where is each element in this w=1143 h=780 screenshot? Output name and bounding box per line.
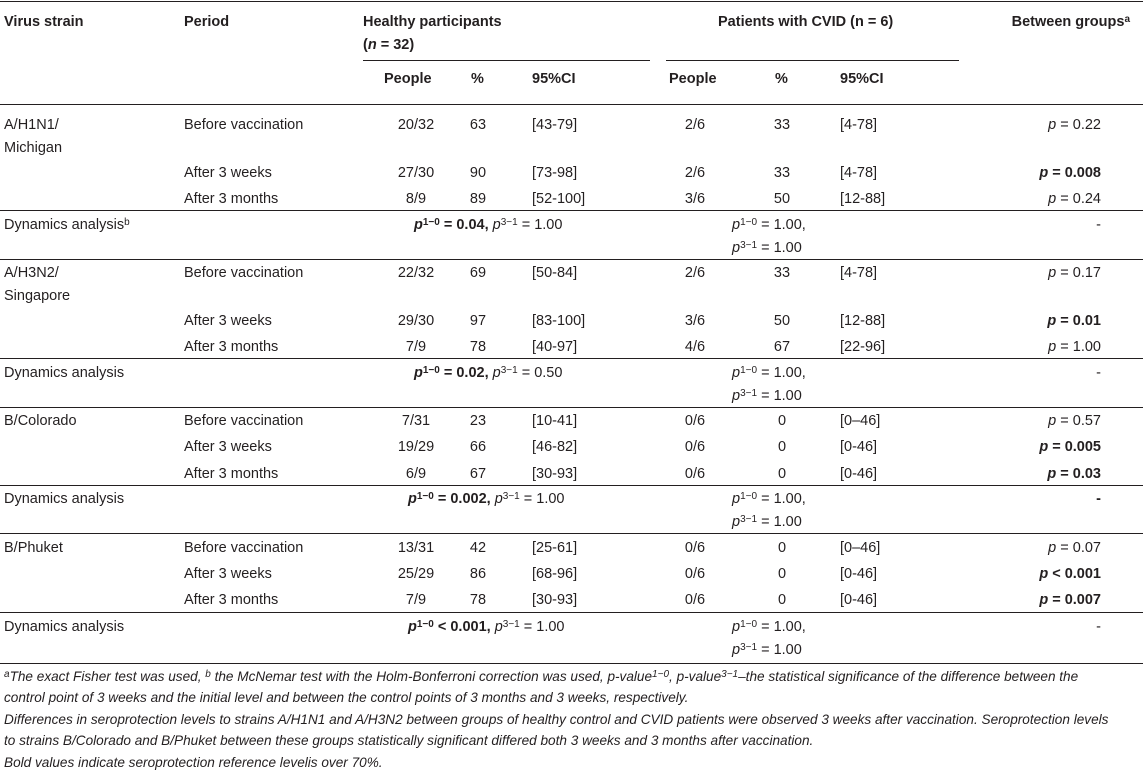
between-p-cell: p = 0.03 (1047, 466, 1101, 482)
header-cvid-pct: % (775, 71, 788, 87)
cvid-people-cell: 3/6 (684, 191, 706, 207)
header-bottom-rule (0, 104, 1143, 105)
header-cvid-ci: 95%CI (840, 71, 884, 87)
healthy-pct-cell: 97 (469, 313, 487, 329)
cvid-ci-cell: [4-78] (840, 165, 878, 181)
cvid-people-cell: 0/6 (684, 439, 706, 455)
header-healthy-people: People (384, 71, 432, 87)
healthy-ci-cell: [68-96] (532, 566, 578, 582)
row-rule (0, 533, 1143, 534)
healthy-ci-cell: [10-41] (532, 413, 578, 429)
row-rule (0, 485, 1143, 486)
healthy-ci-cell: [30-93] (532, 592, 578, 608)
between-p-cell: p = 0.008 (1039, 165, 1101, 181)
period-cell: After 3 months (184, 339, 279, 355)
cvid-people-cell: 2/6 (684, 117, 706, 133)
cvid-ci-cell: [0–46] (840, 540, 881, 556)
header-virus-strain: Virus strain (4, 14, 84, 30)
healthy-pct-cell: 66 (469, 439, 487, 455)
cvid-pct-cell: 0 (777, 466, 787, 482)
dynamics-label: Dynamics analysis (4, 491, 125, 507)
between-p-cell: p = 0.005 (1039, 439, 1101, 455)
cvid-pct-cell: 33 (773, 117, 791, 133)
cvid-pct-cell: 0 (777, 439, 787, 455)
cvid-people-cell: 2/6 (684, 165, 706, 181)
table-top-rule (0, 1, 1143, 2)
healthy-dynamics-cell: $p^{1-0} = 0.02$, $p^{3-1} = 0.50$ (414, 364, 563, 381)
healthy-people-cell: 19/29 (397, 439, 435, 455)
between-p-cell: p = 0.22 (1048, 117, 1101, 133)
healthy-ci-cell: [52-100] (532, 191, 586, 207)
healthy-pct-cell: 78 (469, 592, 487, 608)
footnote-line-1: $^a$The exact Fisher test was used, $^b$ the McNemar test with the Holm-Bonferroni correction was used, p-value$^{1-0}$, p-value$^{3-1}$–the statistical significance of the difference between the (4, 668, 1079, 684)
cvid-pct-cell: 33 (773, 265, 791, 281)
healthy-pct-cell: 86 (469, 566, 487, 582)
cvid-pct-cell: 50 (773, 313, 791, 329)
healthy-people-cell: 22/32 (397, 265, 435, 281)
period-cell: After 3 weeks (184, 313, 272, 329)
healthy-ci-cell: [50-84] (532, 265, 578, 281)
footnote-line-5: Bold values indicate seroprotection reference levelis over 70%. (4, 755, 383, 770)
healthy-pct-cell: 23 (469, 413, 487, 429)
header-healthy-pct: % (471, 71, 484, 87)
header-cvid: Patients with CVID (n = 6) (718, 14, 894, 30)
dynamics-label: Dynamics analysis (4, 619, 125, 635)
cvid-ci-cell: [0-46] (840, 439, 878, 455)
header-period: Period (184, 14, 230, 30)
footnote-line-3: Differences in seroprotection levels to strains A/H1N1 and A/H3N2 between groups of healthy control and CVID patients were observed 3 weeks after vaccination. Seroprotection levels (4, 712, 1109, 727)
header-cvid-people: People (669, 71, 717, 87)
strain-label: B/Phuket (4, 540, 63, 556)
table-bottom-rule (0, 663, 1143, 664)
cvid-ci-cell: [0-46] (840, 466, 878, 482)
period-cell: Before vaccination (184, 265, 304, 281)
period-cell: After 3 weeks (184, 566, 272, 582)
between-dynamics-cell: - (1096, 491, 1101, 507)
healthy-dynamics-cell: $p^{1-0} < 0.001$, $p^{3-1} = 1.00$ (408, 618, 565, 635)
healthy-pct-cell: 78 (469, 339, 487, 355)
cvid-pct-cell: 33 (773, 165, 791, 181)
cvid-dynamics-cell: $p^{1-0} = 1.00$, (732, 618, 806, 635)
cvid-pct-cell: 0 (777, 592, 787, 608)
cvid-ci-cell: [12-88] (840, 313, 886, 329)
healthy-people-cell: 6/9 (405, 466, 427, 482)
healthy-pct-cell: 67 (469, 466, 487, 482)
between-p-cell: p = 0.17 (1048, 265, 1101, 281)
cvid-pct-cell: 67 (773, 339, 791, 355)
cvid-people-cell: 3/6 (684, 313, 706, 329)
between-p-cell: p = 0.007 (1039, 592, 1101, 608)
header-healthy: Healthy participants (363, 14, 502, 30)
dynamics-label: Dynamics analysis$^b$ (4, 216, 130, 233)
between-p-cell: p = 0.57 (1048, 413, 1101, 429)
cvid-people-cell: 4/6 (684, 339, 706, 355)
cvid-ci-cell: [0-46] (840, 566, 878, 582)
footnote-line-2: control point of 3 weeks and the initial level and between the control points of 3 months and 3 weeks, respectively. (4, 690, 689, 705)
cvid-ci-cell: [0–46] (840, 413, 881, 429)
cvid-pct-cell: 0 (777, 413, 787, 429)
row-rule (0, 407, 1143, 408)
healthy-people-cell: 29/30 (397, 313, 435, 329)
healthy-people-cell: 7/9 (405, 339, 427, 355)
period-cell: After 3 months (184, 191, 279, 207)
footnote-line-4: to strains B/Colorado and B/Phuket between these groups statistically significant differed both 3 weeks and 3 months after vaccination. (4, 733, 814, 748)
cvid-ci-cell: [4-78] (840, 265, 878, 281)
period-cell: After 3 weeks (184, 165, 272, 181)
cvid-people-cell: 2/6 (684, 265, 706, 281)
healthy-people-cell: 25/29 (397, 566, 435, 582)
healthy-pct-cell: 42 (469, 540, 487, 556)
cvid-pct-cell: 50 (773, 191, 791, 207)
cvid-ci-cell: [22-96] (840, 339, 886, 355)
healthy-ci-cell: [46-82] (532, 439, 578, 455)
period-cell: After 3 months (184, 592, 279, 608)
period-cell: Before vaccination (184, 413, 304, 429)
healthy-people-cell: 20/32 (397, 117, 435, 133)
healthy-ci-cell: [25-61] (532, 540, 578, 556)
healthy-people-cell: 7/9 (405, 592, 427, 608)
cvid-ci-cell: [0-46] (840, 592, 878, 608)
between-dynamics-cell: - (1096, 619, 1101, 635)
healthy-people-cell: 13/31 (397, 540, 435, 556)
between-p-cell: p < 0.001 (1039, 566, 1101, 582)
row-rule (0, 210, 1143, 211)
strain-label: A/H1N1/ (4, 117, 59, 133)
strain-label: A/H3N2/ (4, 265, 59, 281)
cvid-dynamics-cell: $p^{1-0} = 1.00$, (732, 364, 806, 381)
cvid-dynamics-cell-2: $p^{3-1} = 1.00$ (732, 387, 802, 404)
period-cell: After 3 months (184, 466, 279, 482)
dynamics-label: Dynamics analysis (4, 365, 125, 381)
period-cell: After 3 weeks (184, 439, 272, 455)
cvid-ci-cell: [12-88] (840, 191, 886, 207)
healthy-people-cell: 7/31 (401, 413, 431, 429)
healthy-ci-cell: [40-97] (532, 339, 578, 355)
between-p-cell: p = 0.24 (1048, 191, 1101, 207)
cvid-dynamics-cell-2: $p^{3-1} = 1.00$ (732, 239, 802, 256)
healthy-pct-cell: 63 (469, 117, 487, 133)
strain-label: B/Colorado (4, 413, 77, 429)
healthy-subheader-rule (363, 60, 650, 61)
cvid-dynamics-cell-2: $p^{3-1} = 1.00$ (732, 513, 802, 530)
between-p-cell: p = 1.00 (1048, 339, 1101, 355)
healthy-pct-cell: 69 (469, 265, 487, 281)
cvid-ci-cell: [4-78] (840, 117, 878, 133)
header-between-groups: Between groups$^a$ (1011, 13, 1130, 30)
strain-label: Singapore (4, 288, 71, 304)
cvid-pct-cell: 0 (777, 540, 787, 556)
between-dynamics-cell: - (1096, 365, 1101, 381)
healthy-ci-cell: [73-98] (532, 165, 578, 181)
cvid-people-cell: 0/6 (684, 413, 706, 429)
period-cell: Before vaccination (184, 117, 304, 133)
header-healthy-n: (n = 32) (363, 37, 415, 53)
healthy-pct-cell: 89 (469, 191, 487, 207)
row-rule (0, 612, 1143, 613)
healthy-people-cell: 27/30 (397, 165, 435, 181)
cvid-pct-cell: 0 (777, 566, 787, 582)
healthy-pct-cell: 90 (469, 165, 487, 181)
healthy-people-cell: 8/9 (405, 191, 427, 207)
healthy-ci-cell: [43-79] (532, 117, 578, 133)
period-cell: Before vaccination (184, 540, 304, 556)
healthy-dynamics-cell: $p^{1-0} = 0.04$, $p^{3-1} = 1.00$ (414, 216, 563, 233)
cvid-dynamics-cell: $p^{1-0} = 1.00$, (732, 216, 806, 233)
between-p-cell: p = 0.07 (1048, 540, 1101, 556)
strain-label: Michigan (4, 140, 63, 156)
healthy-ci-cell: [83-100] (532, 313, 586, 329)
cvid-dynamics-cell: $p^{1-0} = 1.00$, (732, 490, 806, 507)
cvid-dynamics-cell-2: $p^{3-1} = 1.00$ (732, 641, 802, 658)
row-rule (0, 358, 1143, 359)
healthy-ci-cell: [30-93] (532, 466, 578, 482)
cvid-people-cell: 0/6 (684, 566, 706, 582)
cvid-people-cell: 0/6 (684, 540, 706, 556)
between-dynamics-cell: - (1096, 217, 1101, 233)
between-p-cell: p = 0.01 (1047, 313, 1101, 329)
cvid-subheader-rule (666, 60, 959, 61)
cvid-people-cell: 0/6 (684, 592, 706, 608)
row-rule (0, 259, 1143, 260)
healthy-dynamics-cell: $p^{1-0} = 0.002$, $p^{3-1} = 1.00$ (408, 490, 565, 507)
cvid-people-cell: 0/6 (684, 466, 706, 482)
header-healthy-ci: 95%CI (532, 71, 576, 87)
